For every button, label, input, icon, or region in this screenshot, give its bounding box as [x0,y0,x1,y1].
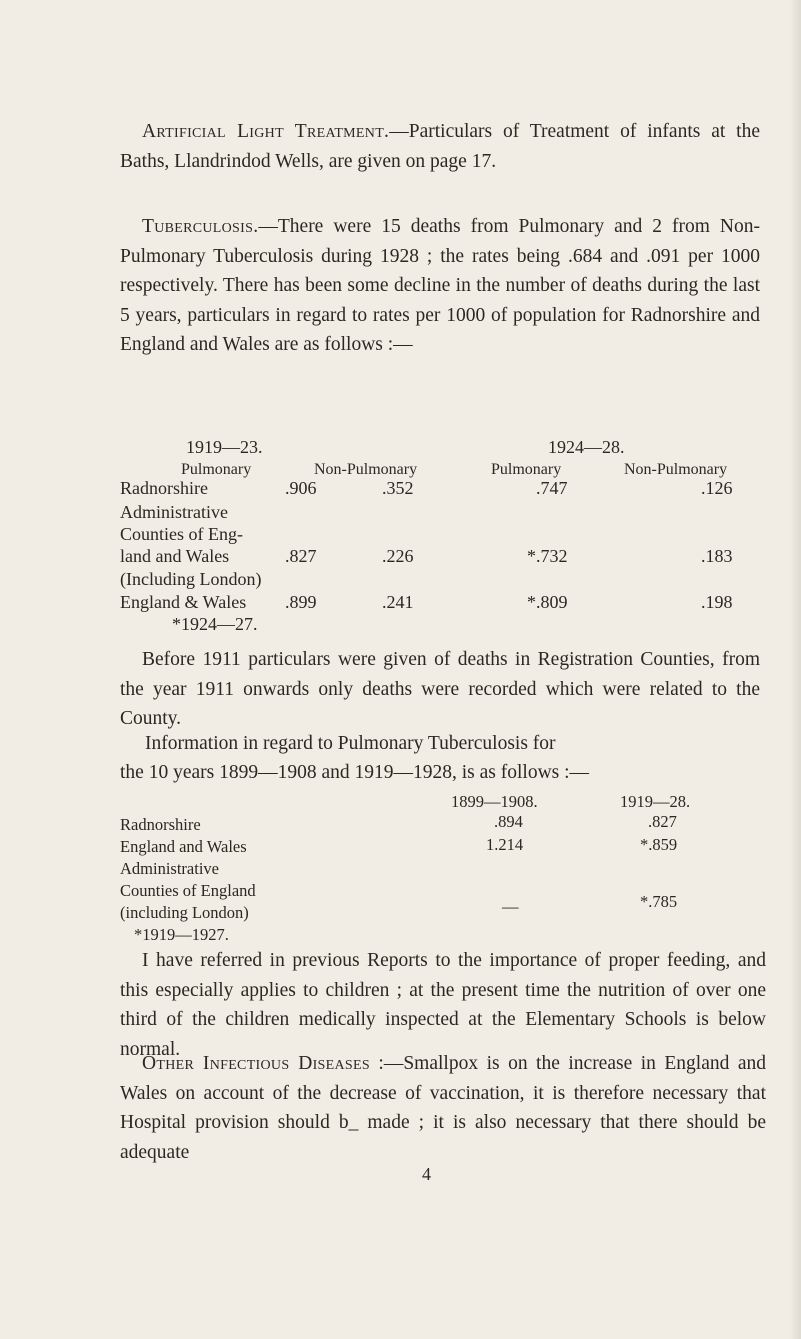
row-label-line: (including London) [120,903,249,922]
heading-tuberculosis: Tuberculosis. [142,216,259,237]
paragraph-tuberculosis [120,212,760,360]
text-artificial-light: —Particulars of Treatment of infants at the Baths, Llandrindod Wells, are given on page 17. [120,121,760,172]
row-label-line: England & Wales [120,592,247,612]
row-label-line: land and Wales [120,546,230,566]
table-cell: 1.214 [486,835,524,854]
row-label-england-wales: England and Wales [120,837,247,856]
table-cell: *.809 [527,592,568,612]
table-cell: .183 [701,546,733,566]
paragraph-artificial-light [120,117,760,176]
paragraph-information-line2: the 10 years 1899—1908 and 1919—1928, is as follows :— [120,762,590,783]
row-label-radnorshire: Radnorshire [120,815,201,834]
table-cell: .747 [536,478,568,498]
row-label-line: (Including London) [120,569,262,589]
table-cell: .226 [382,546,414,566]
row-label-radnorshire: Radnorshire [120,478,208,498]
table-cell: *.732 [527,546,568,566]
table-cell: .241 [382,592,414,612]
paragraph-nutrition: I have referred in previous Reports to the importance of proper feeding, and this especially applies to children ; at the present time the nutrition of over one third of the children medically inspected at the Elementary Schools is below normal. [120,950,766,1060]
table-cell: .198 [701,592,733,612]
table-cell: .899 [285,592,317,612]
col-header-pulmonary-1: Pulmonary [181,461,252,478]
table-cell: *.859 [640,835,678,854]
heading-infectious-diseases: Other Infectious Diseases [142,1053,370,1074]
table-cell: — [502,897,519,916]
table-cell: .827 [285,546,317,566]
paragraph-infectious-diseases [120,1049,766,1167]
table-cell: .126 [701,478,733,498]
col-header-1899-1908: 1899—1908. [451,792,538,811]
row-label-line: Counties of England [120,881,256,900]
table-footnote: *1924—27. [172,614,258,634]
table-cell: .827 [648,812,677,831]
paragraph-registration: Before 1911 particulars were given of deaths in Registration Counties, from the year 1911 onwards only deaths were recorded which were related to the County. [120,649,760,729]
period-header-1924-28: 1924—28. [548,437,625,457]
table-cell: .352 [382,478,414,498]
table-footnote: *1919—1927. [134,925,229,944]
page-number: 4 [422,1164,431,1184]
text-tuberculosis: —There were 15 deaths from Pulmonary and 2 from Non-Pulmonary Tuberculosis during 1928 ; the rates being .684 and .091 per 1000 respectively. There has been some decline in the number of deaths during the last 5 years, particulars in regard to rates per 1000 of population for Radnorshire and England and Wales are as follows :— [120,216,760,355]
col-header-nonpulmonary-1: Non-Pulmonary [314,461,418,478]
paragraph-information-line1: Information in regard to Pulmonary Tuberculosis for [145,733,556,754]
row-label-line: Counties of Eng- [120,524,243,544]
row-label-line: Administrative [120,502,228,522]
text-infectious-diseases: :—Smallpox is on the increase in England and Wales on account of the decrease of vaccination, it is therefore necessary that Hospital provision should b_ made ; it is also necessary that there should be adequate [120,1053,767,1163]
period-header-1919-23: 1919—23. [186,437,263,457]
heading-artificial-light: Artificial Light Treatment. [142,121,390,142]
page-edge-shadow [789,0,801,1339]
row-label-line: Administrative [120,859,219,878]
table-cell: .906 [285,478,317,498]
table-cell: .894 [494,812,523,831]
col-header-nonpulmonary-2: Non-Pulmonary [624,461,728,478]
col-header-pulmonary-2: Pulmonary [491,461,562,478]
col-header-1919-28: 1919—28. [620,792,691,811]
table-cell: *.785 [640,892,678,911]
